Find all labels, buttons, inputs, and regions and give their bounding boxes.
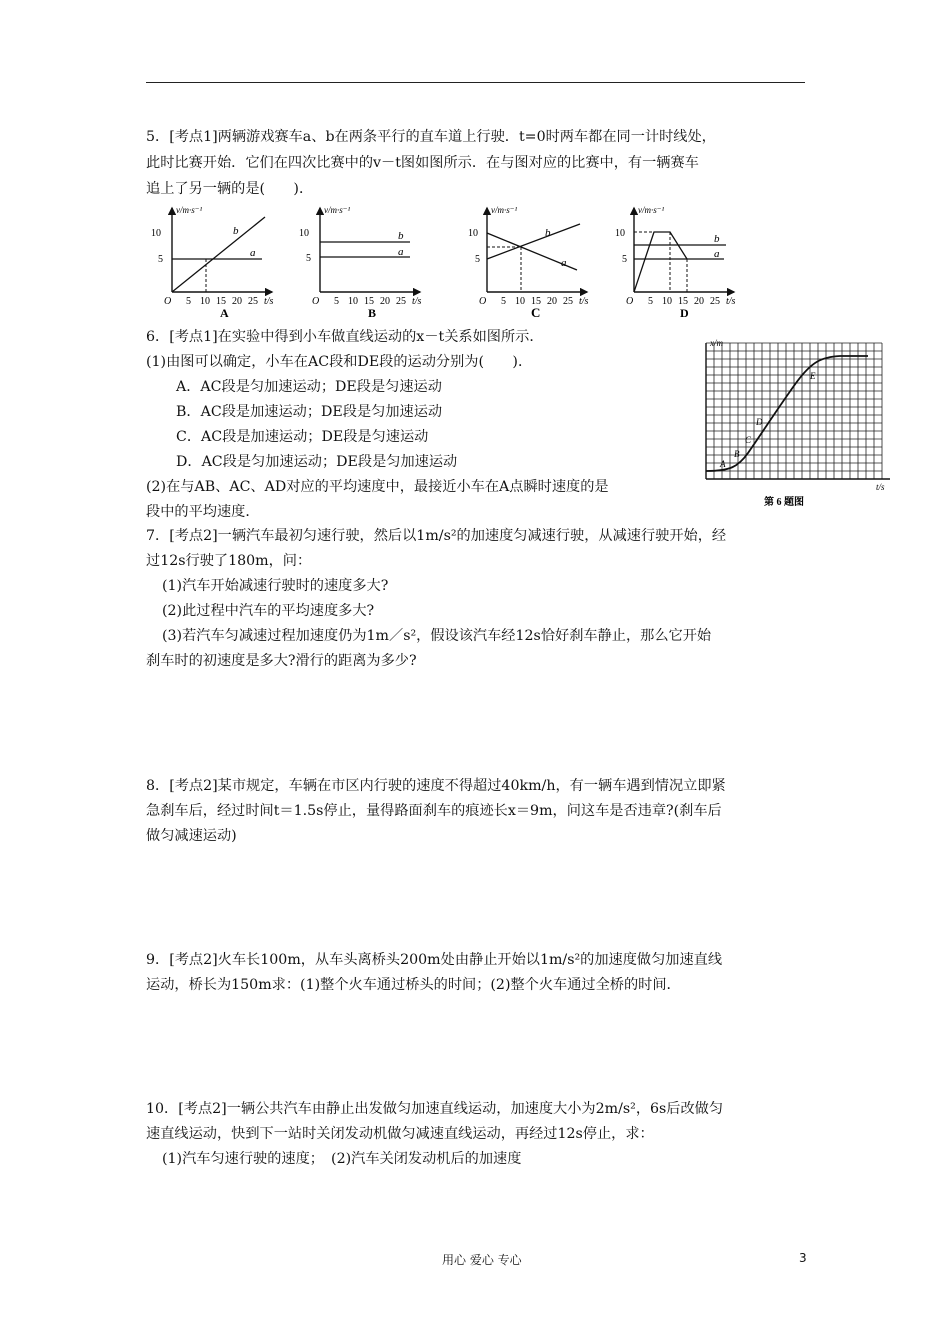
svg-text:20: 20 bbox=[547, 296, 557, 307]
svg-text:15: 15 bbox=[364, 296, 374, 307]
xt-graph-fig6 bbox=[690, 335, 905, 515]
svg-text:10: 10 bbox=[615, 228, 625, 239]
svg-text:E: E bbox=[810, 371, 816, 381]
svg-text:C: C bbox=[745, 435, 752, 445]
svg-text:10: 10 bbox=[200, 296, 210, 307]
svg-text:5: 5 bbox=[158, 254, 163, 265]
svg-text:C: C bbox=[531, 305, 541, 318]
svg-text:5: 5 bbox=[648, 296, 653, 307]
svg-text:5: 5 bbox=[334, 296, 339, 307]
grid bbox=[706, 343, 882, 479]
svg-text:v/m·s⁻¹: v/m·s⁻¹ bbox=[491, 205, 518, 215]
q6-option-c: C．AC段是加速运动；DE段是匀速运动 bbox=[176, 429, 429, 445]
svg-text:t/s: t/s bbox=[579, 296, 589, 307]
svg-text:25: 25 bbox=[563, 296, 573, 307]
header-rule bbox=[146, 82, 805, 83]
svg-text:10: 10 bbox=[515, 296, 525, 307]
q7-line3: (1)汽车开始减速行驶时的速度多大? bbox=[162, 578, 389, 594]
svg-text:b: b bbox=[714, 233, 720, 245]
svg-text:v/m·s⁻¹: v/m·s⁻¹ bbox=[176, 205, 203, 215]
q9-line1: 9．[考点2]火车长100m，从车头离桥头200m处由静止开始以1m/s²的加速度做匀加速直线 bbox=[146, 952, 723, 968]
q8-line2: 急刹车后，经过时间t＝1.5s停止，量得路面刹车的痕迹长x＝9m，问这车是否违章?(刹车后 bbox=[146, 803, 722, 819]
svg-text:O: O bbox=[479, 296, 487, 307]
q7-line5: (3)若汽车匀减速过程加速度仍为1m／s²，假设该汽车经12s恰好刹车静止，那么它开始 bbox=[162, 628, 712, 644]
q6-line4: 段中的平均速度． bbox=[146, 504, 260, 520]
svg-text:D: D bbox=[756, 417, 763, 427]
svg-text:t/s: t/s bbox=[412, 296, 422, 307]
svg-text:25: 25 bbox=[710, 296, 720, 307]
line-b bbox=[487, 224, 580, 259]
svg-text:B: B bbox=[368, 306, 377, 318]
svg-text:15: 15 bbox=[678, 296, 688, 307]
line-d bbox=[634, 232, 687, 292]
svg-text:B: B bbox=[734, 449, 740, 459]
q7-line1: 7．[考点2]一辆汽车最初匀速行驶，然后以1m/s²的加速度匀减速行驶，从减速行驶开始，经 bbox=[146, 528, 727, 544]
q7-line2: 过12s行驶了180m，问： bbox=[146, 553, 312, 569]
svg-text:t/s: t/s bbox=[876, 482, 885, 492]
svg-text:A: A bbox=[220, 306, 229, 318]
q9-line2: 运动，桥长为150m求：(1)整个火车通过桥头的时间；(2)整个火车通过全桥的时间． bbox=[146, 977, 681, 993]
q6-line2: (1)由图可以确定，小车在AC段和DE段的运动分别为( )． bbox=[146, 354, 533, 370]
svg-text:b: b bbox=[233, 225, 239, 237]
vt-graph-c bbox=[465, 200, 605, 318]
footer-motto: 用心 爱心 专心 bbox=[442, 1253, 522, 1267]
svg-text:10: 10 bbox=[662, 296, 672, 307]
vt-graph-b bbox=[298, 200, 438, 318]
q6-option-a: A．AC段是匀加速运动；DE段是匀速运动 bbox=[176, 379, 442, 395]
q8-line3: 做匀减速运动) bbox=[146, 828, 237, 844]
q5-line1: 5．[考点1]两辆游戏赛车a、b在两条平行的直车道上行驶．t=0时两车都在同一计时线处， bbox=[146, 129, 716, 145]
svg-text:t/s: t/s bbox=[726, 296, 736, 307]
svg-text:5: 5 bbox=[622, 254, 627, 265]
svg-text:D: D bbox=[680, 306, 689, 318]
vt-graph-d bbox=[612, 200, 752, 318]
q8-line1: 8．[考点2]某市规定，车辆在市区内行驶的速度不得超过40km/h，有一辆车遇到情况立即紧 bbox=[146, 778, 726, 794]
svg-text:a: a bbox=[250, 247, 256, 259]
svg-text:a: a bbox=[714, 248, 720, 260]
q6-line3: (2)在与AB、AC、AD对应的平均速度中，最接近小车在A点瞬时速度的是 bbox=[146, 479, 609, 495]
q6-line1: 6．[考点1]在实验中得到小车做直线运动的x－t关系如图所示． bbox=[146, 329, 544, 345]
svg-text:20: 20 bbox=[380, 296, 390, 307]
q6-option-b: B．AC段是加速运动；DE段是匀加速运动 bbox=[176, 404, 443, 420]
svg-text:O: O bbox=[626, 296, 634, 307]
svg-text:5: 5 bbox=[475, 254, 480, 265]
q7-line4: (2)此过程中汽车的平均速度多大? bbox=[162, 603, 375, 619]
svg-text:v/m·s⁻¹: v/m·s⁻¹ bbox=[638, 205, 665, 215]
q10-line1: 10．[考点2]一辆公共汽车由静止出发做匀加速直线运动，加速度大小为2m/s²，6s后改做匀 bbox=[146, 1101, 724, 1117]
svg-text:t/s: t/s bbox=[264, 296, 274, 307]
svg-text:20: 20 bbox=[694, 296, 704, 307]
q10-line3: (1)汽车匀速行驶的速度； (2)汽车关闭发动机后的加速度 bbox=[162, 1151, 522, 1167]
vt-graph-a bbox=[150, 200, 290, 318]
svg-text:x/m: x/m bbox=[710, 338, 723, 348]
q10-line2: 速直线运动，快到下一站时关闭发动机做匀减速直线运动，再经过12s停止，求： bbox=[146, 1126, 654, 1142]
svg-text:A: A bbox=[720, 459, 726, 469]
svg-text:20: 20 bbox=[232, 296, 242, 307]
svg-text:10: 10 bbox=[468, 228, 478, 239]
svg-text:15: 15 bbox=[531, 296, 541, 307]
svg-text:v/m·s⁻¹: v/m·s⁻¹ bbox=[324, 205, 351, 215]
svg-text:10: 10 bbox=[299, 228, 309, 239]
svg-text:5: 5 bbox=[501, 296, 506, 307]
svg-text:25: 25 bbox=[396, 296, 406, 307]
svg-text:a: a bbox=[561, 257, 567, 269]
q5-line2: 此时比赛开始．它们在四次比赛中的v－t图如图所示．在与图对应的比赛中，有一辆赛车 bbox=[146, 155, 699, 171]
q6-option-d: D．AC段是匀加速运动；DE段是匀加速运动 bbox=[176, 454, 458, 470]
svg-text:a: a bbox=[398, 246, 404, 258]
svg-text:O: O bbox=[164, 296, 172, 307]
svg-text:25: 25 bbox=[248, 296, 258, 307]
svg-text:5: 5 bbox=[306, 253, 311, 264]
page-number: 3 bbox=[799, 1251, 807, 1265]
svg-text:第 6 题图: 第 6 题图 bbox=[764, 497, 804, 508]
q7-line6: 刹车时的初速度是多大?滑行的距离为多少? bbox=[146, 653, 417, 669]
svg-text:10: 10 bbox=[151, 228, 161, 239]
q5-line3: 追上了另一辆的是( )． bbox=[146, 181, 314, 197]
svg-text:O: O bbox=[312, 296, 320, 307]
svg-text:15: 15 bbox=[216, 296, 226, 307]
svg-text:10: 10 bbox=[348, 296, 358, 307]
svg-text:5: 5 bbox=[186, 296, 191, 307]
svg-text:b: b bbox=[398, 230, 404, 242]
svg-text:b: b bbox=[545, 227, 551, 239]
